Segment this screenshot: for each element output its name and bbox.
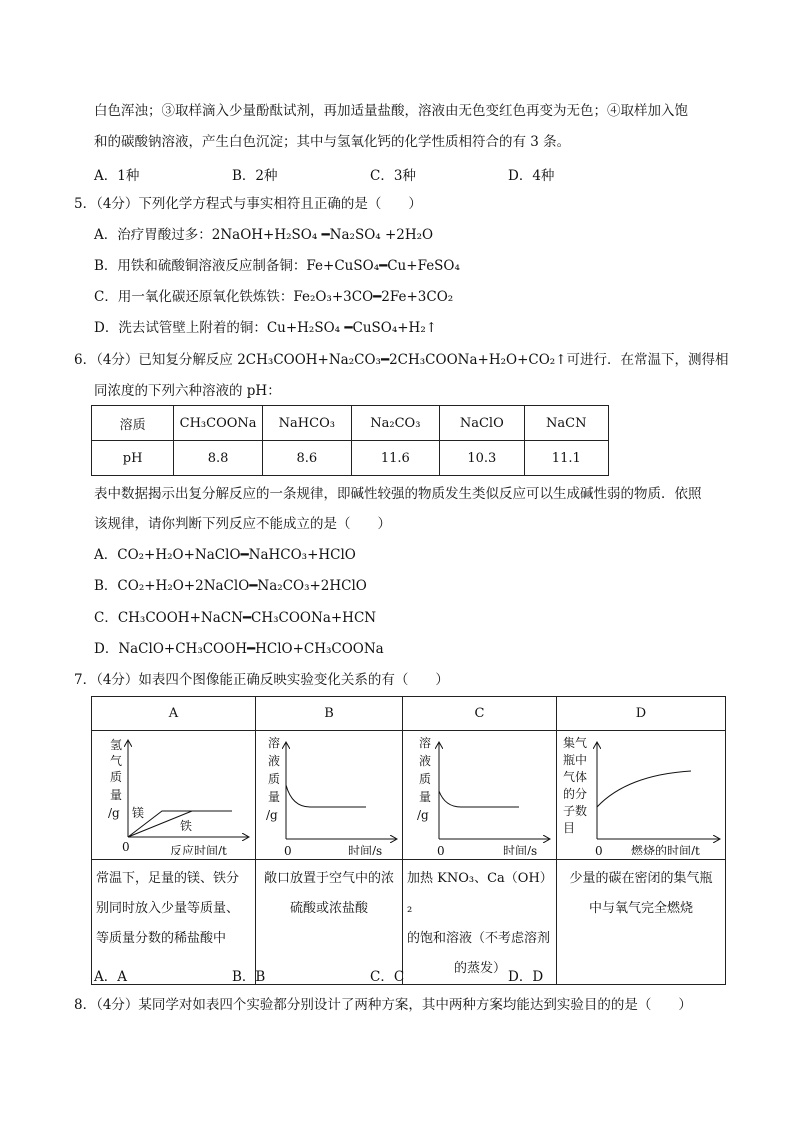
desc-a-line: 常温下，足量的镁、铁分 (96, 871, 240, 886)
q4-option-c[interactable]: C．3种 (370, 168, 416, 184)
d-ylabel (563, 735, 587, 835)
q4-line1: 白色浑浊；③取样滴入少量酚酞试剂，再加适量盐酸，溶液由无色变红色再变为无色；④取样加入饱 (94, 103, 688, 119)
graph-d-cell (557, 731, 726, 860)
graph-d (557, 731, 725, 855)
table-cell: CH₃COONa (174, 406, 263, 441)
a-xlabel: 反应时间/t (170, 844, 227, 855)
c-xlabel: 时间/s (503, 844, 538, 855)
q6-stem-line1: 6．（4分）已知复分解反应 2CH₃COOH+Na₂CO₃━2CH₃COONa+H₂O+CO₂↑可进行．在常温下，测得相 (74, 352, 729, 368)
svg-text:溶: 溶 (268, 736, 281, 750)
table-cell: 8.8 (174, 441, 263, 476)
table-cell: NaCN (524, 406, 608, 441)
q5-option-b[interactable]: B．用铁和硫酸铜溶液反应制备铜：Fe+CuSO₄━Cu+FeSO₄ (94, 258, 460, 274)
q5-option-c[interactable]: C．用一氧化碳还原氧化铁炼铁：Fe₂O₃+3CO━2Fe+3CO₂ (94, 289, 454, 305)
q6-after-line2: 该规律，请你判断下列反应不能成立的是（ ） (94, 516, 391, 532)
svg-text:量: 量 (110, 788, 123, 802)
svg-text:集气: 集气 (563, 736, 588, 750)
table-row (92, 441, 609, 476)
svg-text:目: 目 (563, 821, 576, 835)
q6-stem-line2: 同浓度的下列六种溶液的 pH： (94, 383, 281, 399)
svg-text:瓶中: 瓶中 (563, 753, 588, 767)
svg-text:/g: /g (266, 808, 278, 822)
q7-stem: 7．（4分）如表四个图像能正确反映实验变化关系的有（ ） (74, 672, 449, 688)
svg-text:量: 量 (419, 790, 432, 804)
b-origin: 0 (284, 844, 292, 855)
desc-b-line: 硫酸或浓盐酸 (289, 901, 368, 916)
svg-text:质: 质 (110, 770, 123, 784)
desc-c-line: 加热 KNO₃、Ca（OH）₂ (407, 871, 553, 916)
svg-text:氢: 氢 (110, 738, 123, 752)
c-origin: 0 (437, 844, 445, 855)
q6-option-b[interactable]: B．CO₂+H₂O+2NaClO━Na₂CO₃+2HClO (94, 578, 367, 594)
svg-text:溶: 溶 (419, 736, 432, 750)
table-cell: NaClO (440, 406, 524, 441)
graph-c-cell (403, 731, 557, 860)
svg-text:/g: /g (108, 806, 120, 820)
a-fe-label: 铁 (180, 819, 193, 833)
table-cell: 溶质 (92, 406, 174, 441)
q4-options (94, 164, 654, 184)
q4-option-d[interactable]: D．4种 (508, 168, 555, 184)
d-curve (597, 771, 691, 807)
svg-text:量: 量 (268, 790, 281, 804)
svg-text:液: 液 (419, 754, 432, 768)
table-cell: Na₂CO₃ (351, 406, 439, 441)
table-row (92, 731, 726, 860)
graph-a (92, 731, 255, 855)
desc-d-line: 少量的碳在密闭的集气瓶 (569, 871, 713, 886)
table-row (92, 697, 726, 731)
header-a: A (92, 697, 256, 731)
graph-table (91, 696, 726, 985)
desc-a-line: 别同时放入少量等质量、 (96, 901, 240, 916)
svg-text:的分: 的分 (563, 787, 588, 801)
q7-option-a[interactable]: A．A (94, 969, 127, 985)
svg-text:液: 液 (268, 754, 281, 768)
q7-option-d[interactable]: D．D (508, 969, 544, 985)
header-d: D (557, 697, 726, 731)
ph-table (91, 405, 609, 476)
q5-option-d[interactable]: D．洗去试管壁上附着的铜：Cu+H₂SO₄ ━CuSO₄+H₂↑ (94, 320, 438, 336)
d-xlabel: 燃烧的时间/t (631, 844, 700, 855)
svg-text:/g: /g (417, 808, 429, 822)
desc-b-line: 敞口放置于空气中的浓 (263, 871, 394, 886)
q4-option-b[interactable]: B．2种 (232, 168, 278, 184)
header-c: C (403, 697, 557, 731)
svg-text:子数: 子数 (563, 804, 588, 818)
graph-b (256, 731, 402, 855)
graph-a-cell (92, 731, 256, 860)
q4-option-a[interactable]: A．1种 (94, 168, 140, 184)
q5-option-a[interactable]: A．治疗胃酸过多：2NaOH+H₂SO₄ ━Na₂SO₄ +2H₂O (94, 227, 434, 243)
table-row (92, 406, 609, 441)
c-ylabel (417, 735, 431, 822)
q8-stem: 8．（4分）某同学对如表四个实验都分别设计了两种方案，其中两种方案均能达到实验目的的是（ ） (74, 997, 692, 1013)
graph-c (403, 731, 556, 855)
q7-option-c[interactable]: C．C (370, 969, 405, 985)
d-origin: 0 (595, 844, 603, 855)
table-cell: 11.6 (351, 441, 439, 476)
b-ylabel (266, 735, 280, 822)
q7-option-b[interactable]: B．B (232, 969, 266, 985)
table-cell: pH (92, 441, 174, 476)
table-cell: NaHCO₃ (263, 406, 352, 441)
b-xlabel: 时间/s (348, 844, 383, 855)
q6-after-line1: 表中数据揭示出复分解反应的一条规律，即碱性较强的物质发生类似反应可以生成碱性弱的物质．依照 (94, 486, 702, 502)
q4-line2: 和的碳酸钠溶液，产生白色沉淀；其中与氢氧化钙的化学性质相符合的有 3 条。 (94, 134, 571, 150)
header-b: B (256, 697, 403, 731)
q7-options (94, 965, 654, 985)
graph-b-cell (256, 731, 403, 860)
q6-option-c[interactable]: C．CH₃COOH+NaCN━CH₃COONa+HCN (94, 610, 377, 626)
q6-option-d[interactable]: D．NaClO+CH₃COOH━HClO+CH₃COONa (94, 641, 384, 657)
q6-option-a[interactable]: A．CO₂+H₂O+NaClO━NaHCO₃+HClO (94, 547, 356, 563)
table-cell: 10.3 (440, 441, 524, 476)
c-curve (439, 791, 519, 807)
svg-text:气: 气 (110, 754, 123, 768)
a-origin: 0 (122, 840, 130, 854)
desc-d-line: 中与氧气完全燃烧 (588, 901, 693, 916)
desc-c-line: 的饱和溶液（不考虑溶剂 (407, 931, 551, 946)
svg-text:质: 质 (419, 772, 432, 786)
b-curve (286, 785, 366, 807)
svg-text:气体: 气体 (563, 770, 588, 784)
svg-text:质: 质 (268, 772, 281, 786)
q5-stem: 5．（4分）下列化学方程式与事实相符且正确的是（ ） (74, 196, 422, 212)
a-ylabel (108, 738, 122, 820)
desc-c-line: 的蒸发） (453, 961, 506, 976)
desc-a-line: 等质量分数的稀盐酸中 (96, 931, 227, 946)
table-cell: 11.1 (524, 441, 608, 476)
table-cell: 8.6 (263, 441, 352, 476)
a-mg-label: 镁 (132, 806, 145, 820)
